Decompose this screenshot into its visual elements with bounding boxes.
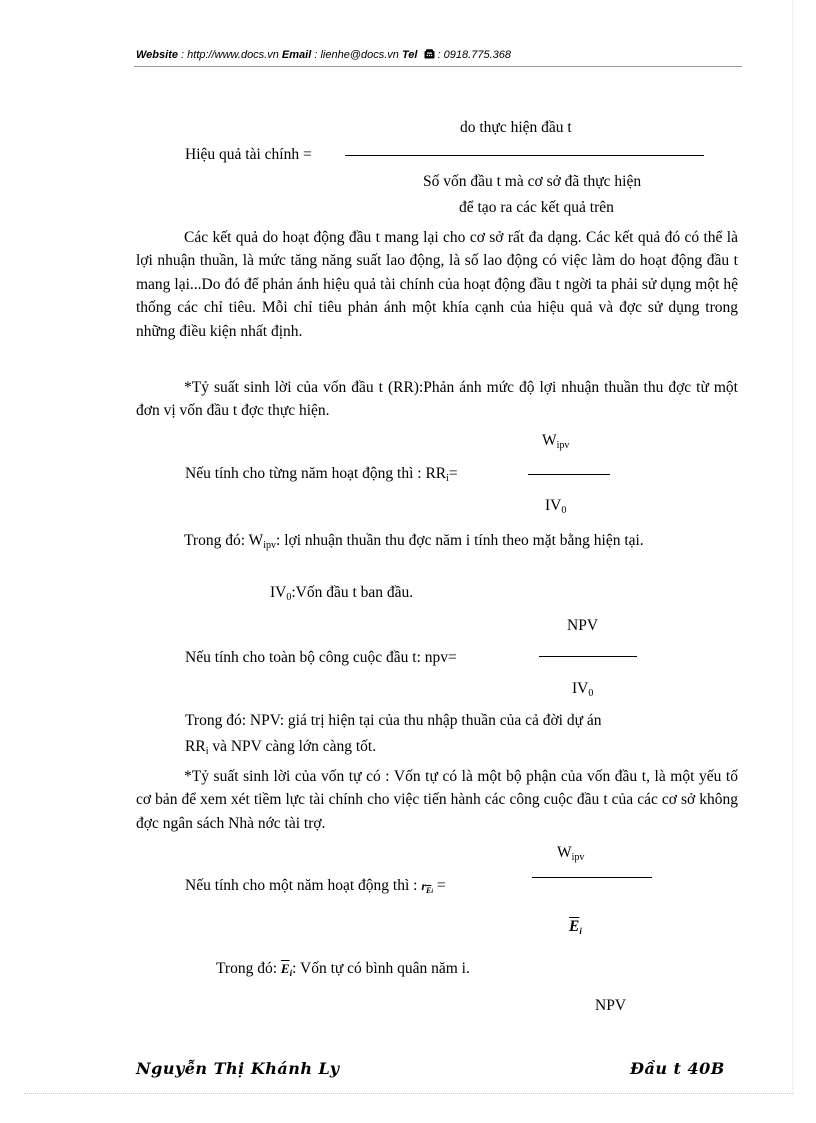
phone-icon	[424, 49, 435, 62]
formula2-label: Nếu tính cho từng năm hoạt động thì : $RR_i=$	[185, 465, 458, 484]
definition-ei: Trong đó: $\overline{E}_i$: Vốn tự có bình quân năm i.	[216, 960, 470, 978]
paragraph-2-text: *Tỷ suất sinh lời của vốn đầu t (RR):Phản ánh mức độ lợi nhuận thuần thu đợc từ một đơn vị vốn đầu t đợc thực hiện.	[136, 379, 738, 420]
formula1-label: Hiệu quả tài chính =	[185, 146, 312, 163]
formula3-denominator: $IV_0$	[572, 680, 594, 699]
email-label: Email	[281, 49, 312, 61]
website-url[interactable]: : http://www.docs.vn	[177, 49, 282, 61]
formula4-label: Nếu tính cho một năm hoạt động thì : $r_{\overline{E}i}$ =	[185, 877, 446, 895]
definition-npv: Trong đó: NPV: giá trị hiện tại của thu nhập thuần của cả đời dự án	[185, 712, 602, 729]
formula3-fraction-line	[539, 656, 637, 657]
formula1-denominator-line2: để tạo ra các kết quả trên	[459, 199, 614, 216]
formula1-denominator-line1: Số vốn đầu t mà cơ sở đã thực hiện	[423, 173, 642, 190]
footer-class: Đầu t 40B	[630, 1059, 725, 1078]
formula4-symbol: $r_{\overline{E}i}$	[421, 879, 434, 895]
paragraph-2	[136, 376, 738, 423]
footer-author: Nguyễn Thị Khánh Ly	[136, 1059, 340, 1078]
page-bottom-border	[24, 1093, 794, 1094]
formula4-numerator: $W_{ipv}$	[557, 844, 585, 863]
definition-iv0: $IV_0:Vốn$ đầu t ban đầu.	[270, 584, 414, 603]
page-header	[136, 49, 511, 62]
formula1-numerator: do thực hiện đầu t	[460, 119, 572, 136]
formula2-fraction-line	[528, 474, 610, 475]
definition-wipv: Trong đó: $W_{ipv}$: lợi nhuận thuần thu đợc năm i tính theo mặt bằng hiện tại.	[184, 532, 644, 551]
paragraph-3-text: *Tỷ suất sinh lời của vốn tự có : Vốn tự có là một bộ phận của vốn đầu t, là một yếu tố cơ bản để xem xét tiềm lực tài chính cho việc tiến hành các công cuộc đầu t của các cơ sở không đợc ngân sách Nhà nớc tài trợ.	[136, 768, 738, 832]
formula4-fraction-line	[532, 877, 652, 878]
formula3-label: Nếu tính cho toàn bộ công cuộc đầu t: npv=	[185, 649, 457, 666]
formula2-denominator: $IV_0$	[545, 497, 567, 516]
formula4-denominator: $\overline{E}_i$	[569, 918, 582, 936]
email-address[interactable]: : lienhe@docs.vn	[311, 49, 402, 61]
phone-number: : 0918.775.368	[434, 49, 511, 61]
paragraph-1-text: Các kết quả do hoạt động đầu t mang lại cho cơ sở rất đa dạng. Các kết quả đó có thể là lợi nhuận thuần, là mức tăng năng suất lao động, là số lao động có việc làm do hoạt động đầu t mang lại...Do đó để phản ánh hiệu quả tài chính của hoạt động đầu t ngời ta phải sử dụng một hệ thống các chỉ tiêu. Mỗi chỉ tiêu phản ánh một khía cạnh của hiệu quả và đợc sử dụng trong những điều kiện nhất định.	[136, 229, 738, 340]
website-label: Website	[136, 49, 178, 61]
formula3-numerator: NPV	[567, 617, 599, 634]
paragraph-1	[136, 226, 738, 343]
page-right-border	[792, 0, 793, 1095]
formula1-fraction-line	[345, 155, 704, 156]
formula2-numerator: $W_{ipv}$	[542, 432, 570, 451]
tel-label: Tel	[401, 49, 418, 61]
header-rule	[134, 66, 742, 67]
paragraph-3	[136, 765, 738, 835]
note-rr-npv: $RR_i$ và NPV càng lớn càng tốt.	[185, 738, 377, 757]
formula5-numerator: NPV	[595, 997, 627, 1014]
